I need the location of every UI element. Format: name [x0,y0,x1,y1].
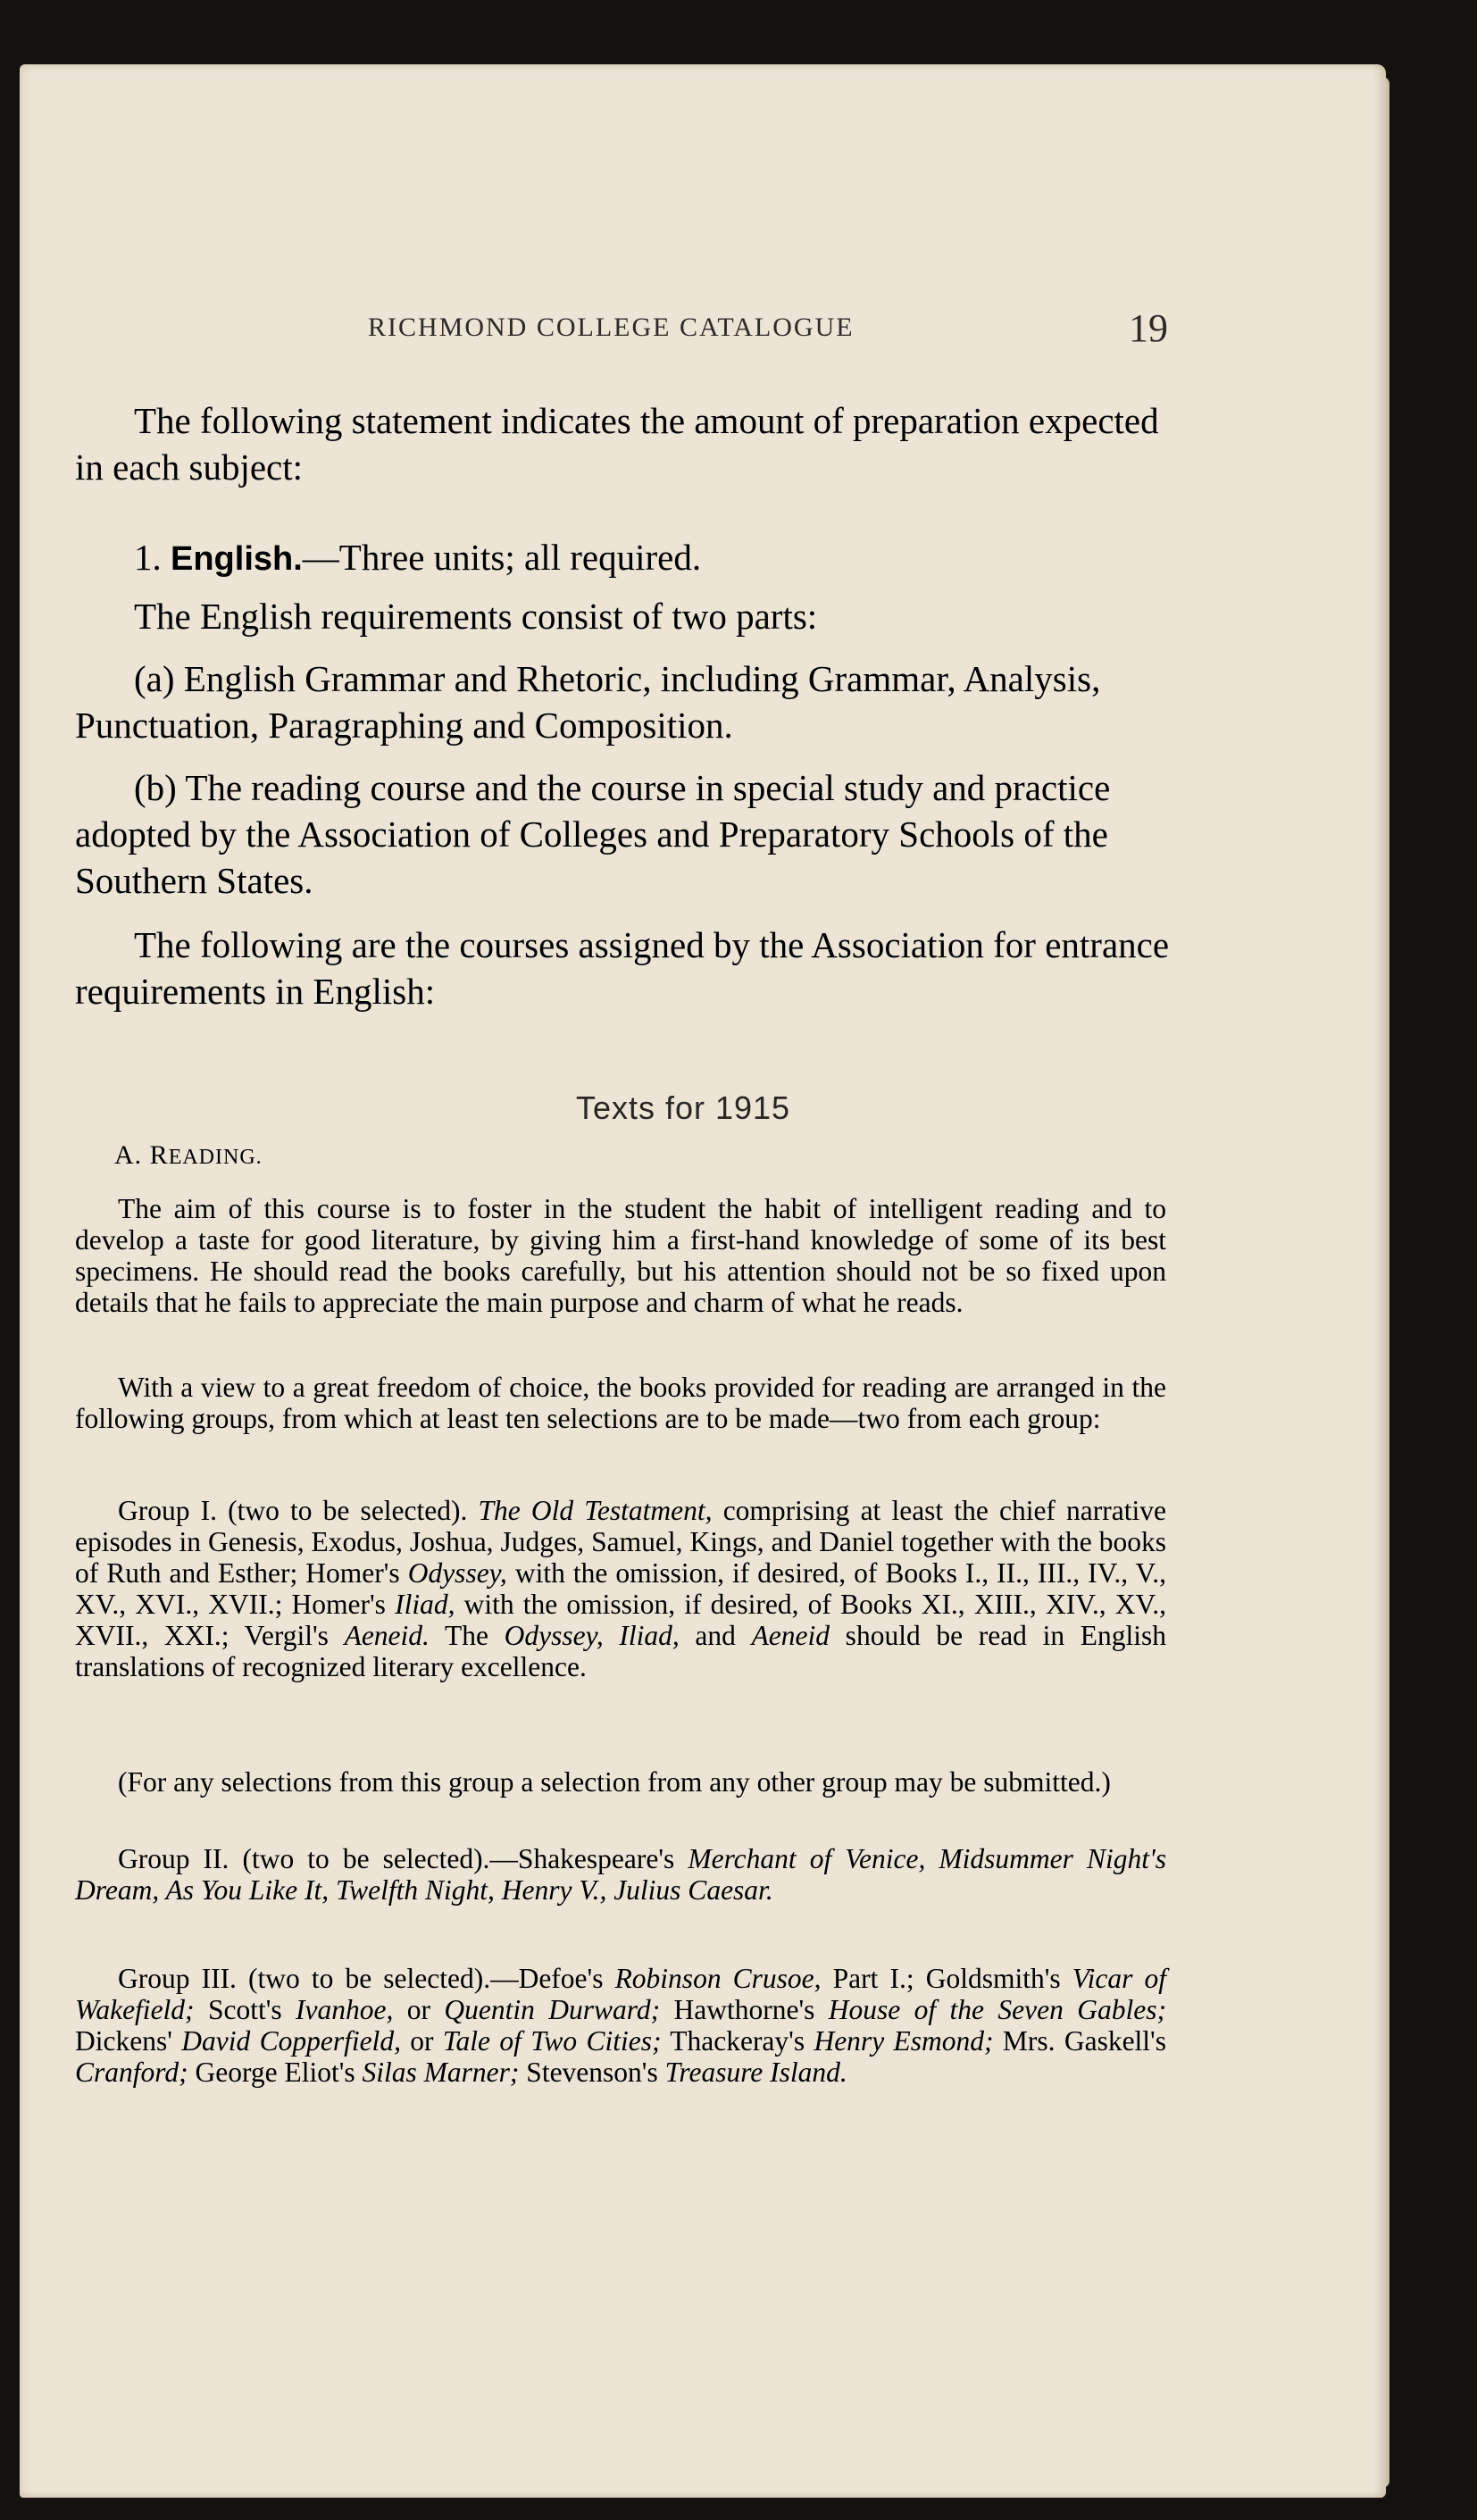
text-run: should be read in English translations of recognized literary excellence. [75,1620,1166,1682]
text-run: Stevenson's [519,2057,665,2088]
title-run: Tale of Two Cities; [442,2025,662,2057]
title-run: Cranford; [75,2057,188,2088]
text-run: with the omission, if desired, of Books I., II., III., IV., V., XV., XVI., XVII.; Homer's [75,1557,1166,1620]
reading-first: R [149,1140,169,1170]
text-run: or [393,1994,445,2025]
group-1-paragraph [75,1495,1166,1682]
freedom-paragraph: With a view to a great freedom of choice, the books provided for reading are arranged in the following groups, from which at least ten selections are to be made—two from each group: [75,1372,1166,1434]
text-run: Part I.; Goldsmith's [821,1963,1072,1994]
text-run: or [400,2025,443,2057]
reading-heading [114,1140,263,1171]
title-run: Iliad, [395,1589,455,1620]
running-head: RICHMOND COLLEGE CATALOGUE [368,313,855,342]
text-run: Group III. (two to be selected).—Defoe's [118,1963,615,1994]
text-run: with the omission, if desired, of Books XI., XIII., XIV., XV., XVII., XXI.; Vergil's [75,1589,1166,1651]
title-run: Quentin Durward; [444,1994,661,2025]
title-run: Silas Marner; [362,2057,520,2088]
part-b-paragraph: (b) The reading course and the course in special study and practice adopted by the Association of Colleges and Preparatory Schools of the Southern States. [75,767,1111,901]
text-run: The [429,1620,505,1651]
english-number: 1. [134,537,162,578]
text-run: comprising at least the chief narrative episodes in Genesis, Exodus, Joshua, Judges, Samuel, Kings, and Daniel together with the books of Ruth and Esther; Homer's [75,1495,1166,1589]
title-run: Ivanhoe, [296,1994,394,2025]
text-run: and [679,1620,752,1651]
text-run: Thackeray's [661,2025,814,2057]
reading-rest: EADING. [168,1146,263,1169]
text-run: Dickens' [75,2025,182,2057]
english-label: English. [171,540,303,578]
title-run: David Copperfield, [181,2025,401,2057]
title-run: Merchant of Venice, Midsummer Night's Dream, As You Like It, Twelfth Night, Henry V., Julius Caesar. [75,1843,1166,1906]
text-run: Mrs. Gaskell's [993,2025,1166,2057]
aim-paragraph: The aim of this course is to foster in the student the habit of intelligent reading and to develop a taste for good literature, by giving him a first-hand knowledge of some of its best specimens. He should read the books carefully, but his attention should not be so fixed upon details that he fails to appreciate the main purpose and charm of what he reads. [75,1193,1166,1318]
group-2-paragraph [75,1843,1166,1906]
title-run: Aeneid [751,1620,830,1651]
texts-heading: Texts for 1915 [575,1089,791,1126]
text-run: Group I. (two to be selected). [118,1495,479,1526]
group-1-note: (For any selections from this group a selection from any other group may be submitted.) [118,1766,1111,1798]
group-3-paragraph [75,1963,1166,2088]
reading-letter: A. [114,1140,143,1170]
title-run: Aeneid. [344,1620,430,1651]
title-run: The Old Testatment, [478,1495,713,1526]
title-run: Vicar of Wakefield; [75,1963,1166,2025]
requirements-paragraph: The English requirements consist of two parts: [134,596,818,637]
english-units: —Three units; all required. [302,537,702,578]
title-run: Henry Esmond; [814,2025,994,2057]
english-requirement [75,534,1173,582]
courses-paragraph: The following are the courses assigned by the Association for entrance requirements in English: [75,924,1170,1012]
text-run: Group II. (two to be selected).—Shakespeare's [118,1843,688,1874]
text-run: Scott's [194,1994,296,2025]
title-run: Treasure Island. [664,2057,847,2088]
title-run: House of the Seven Gables; [828,1994,1166,2025]
title-run: Odyssey, [407,1557,507,1589]
page-number: 19 [1129,306,1168,350]
statement-paragraph: The following statement indicates the amount of preparation expected in each subject: [75,400,1159,488]
title-run: Odyssey, Iliad, [504,1620,680,1651]
text-run: George Eliot's [188,2057,363,2088]
text-run: Hawthorne's [660,1994,829,2025]
title-run: Robinson Crusoe, [614,1963,822,1994]
part-a-paragraph: (a) English Grammar and Rhetoric, including Grammar, Analysis, Punctuation, Paragraphing and Composition. [75,658,1101,746]
